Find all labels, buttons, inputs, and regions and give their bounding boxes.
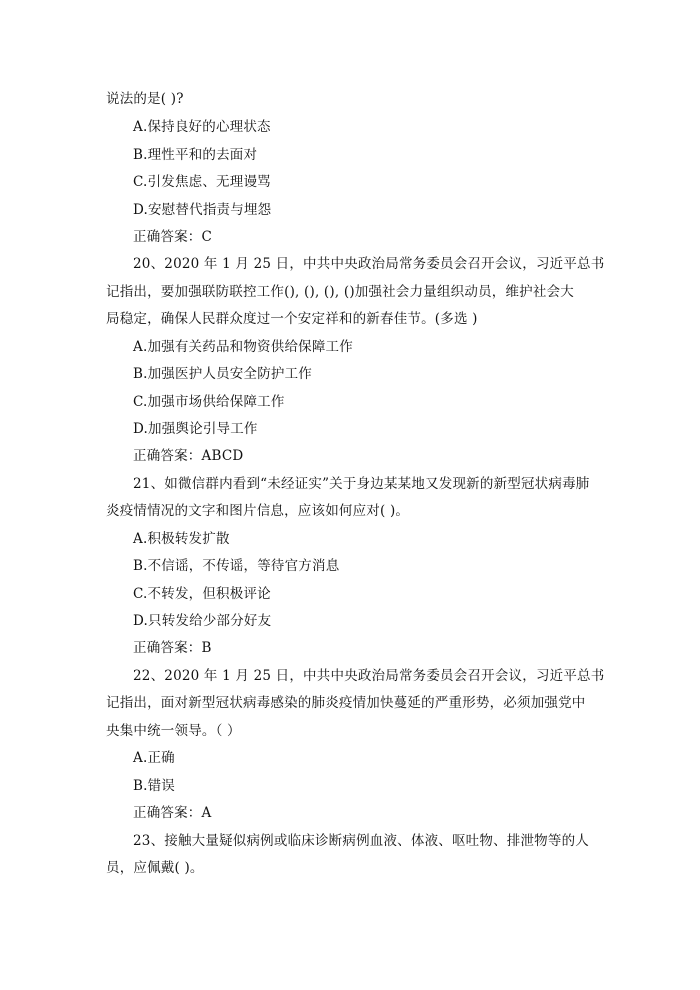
question-22-option-a: A.正确 [133, 750, 175, 766]
question-19-option-b: B.理性平和的去面对 [133, 147, 258, 163]
question-20-option-b: B.加强医护人员安全防护工作 [133, 366, 313, 382]
question-20-stem-line-3: 局稳定，确保人民群众度过一个安定祥和的新春佳节。(多选 ) [106, 311, 478, 327]
question-21-option-a: A.积极转发扩散 [133, 531, 230, 547]
question-20-stem-line-2: 记指出，要加强联防联控工作(), (), (), ()加强社会力量组织动员，维护社会大 [106, 284, 574, 300]
question-22-stem-line-1: 22、2020 年 1 月 25 日，中共中央政治局常务委员会召开会议，习近平总书 [133, 668, 605, 684]
question-21-stem-line-2: 炎疫情情况的文字和图片信息，应该如何应对( )。 [106, 503, 410, 519]
question-20-stem-line-1: 20、2020 年 1 月 25 日，中共中央政治局常务委员会召开会议，习近平总书 [133, 256, 605, 272]
question-21-stem-line-1: 21、如微信群内看到“未经证实”关于身边某某地又发现新的新型冠状病毒肺 [133, 476, 590, 492]
question-21-option-b: B.不信谣，不传谣，等待官方消息 [133, 558, 340, 574]
question-22-answer: 正确答案：A [133, 805, 212, 821]
question-22-option-b: B.错误 [133, 778, 176, 794]
question-20-answer: 正确答案：ABCD [133, 448, 244, 464]
question-23-stem-line-2: 员，应佩戴( )。 [106, 860, 204, 876]
question-21-option-d: D.只转发给少部分好友 [133, 613, 272, 629]
question-19-option-c: C.引发焦虑、无理谩骂 [133, 174, 271, 190]
question-23-stem-line-1: 23、接触大量疑似病例或临床诊断病例血液、体液、呕吐物、排泄物等的人 [133, 833, 589, 849]
question-21-option-c: C.不转发，但积极评论 [133, 586, 271, 602]
question-19-option-d: D.安慰替代指责与埋怨 [133, 202, 272, 218]
question-21-answer: 正确答案：B [133, 640, 212, 656]
question-19-stem-end: 说法的是( )? [106, 91, 184, 107]
question-19-option-a: A.保持良好的心理状态 [133, 119, 271, 135]
question-20-option-a: A.加强有关药品和物资供给保障工作 [133, 339, 353, 355]
question-20-option-c: C.加强市场供给保障工作 [133, 394, 285, 410]
question-20-option-d: D.加强舆论引导工作 [133, 421, 258, 437]
question-22-stem-line-3: 央集中统一领导。（ ） [106, 723, 241, 739]
question-22-stem-line-2: 记指出，面对新型冠状病毒感染的肺炎疫情加快蔓延的严重形势，必须加强党中 [106, 695, 586, 711]
question-19-answer: 正确答案：C [133, 229, 213, 245]
